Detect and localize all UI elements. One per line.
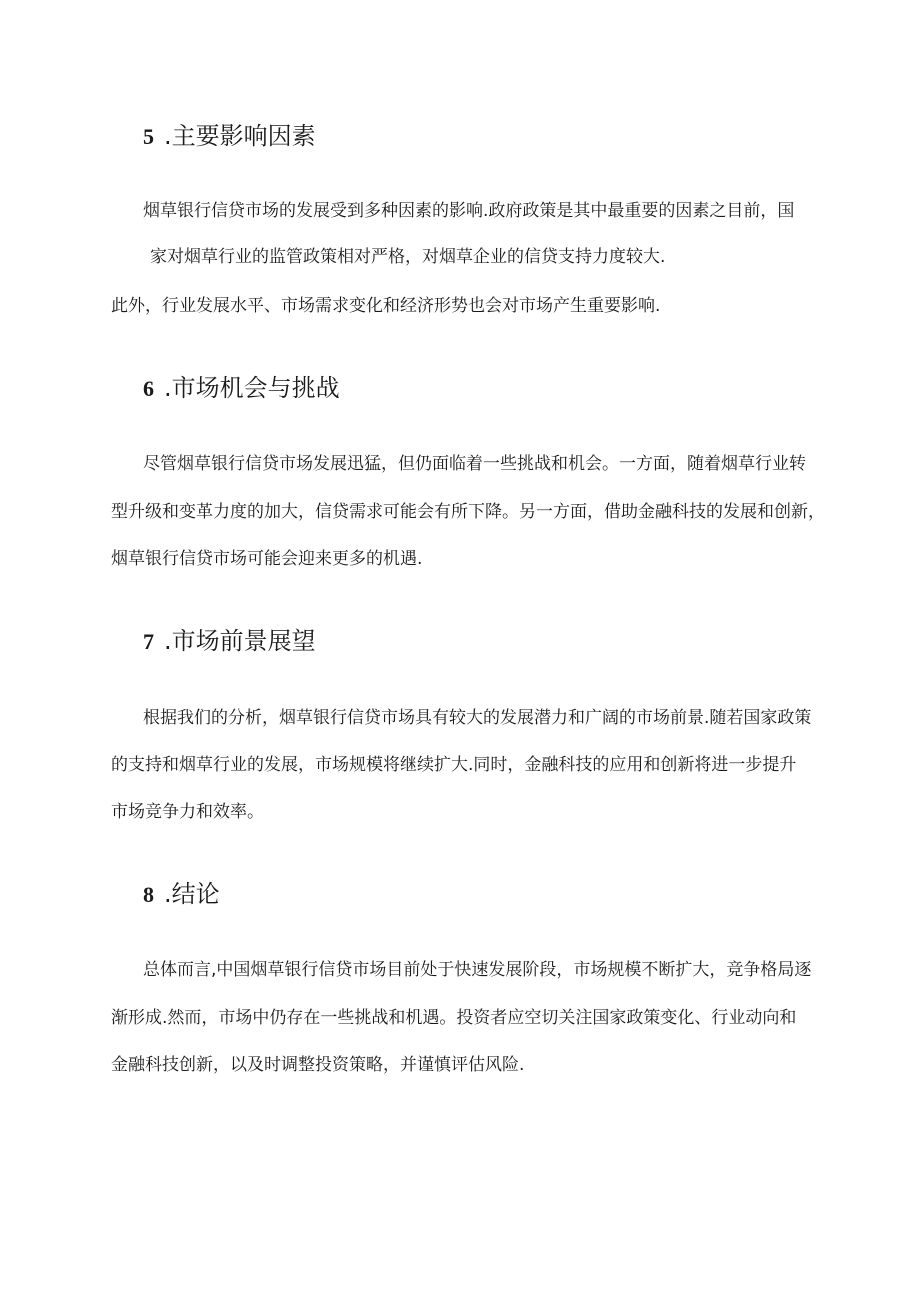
paragraph-line: 此外，行业发展水平、市场需求变化和经济形势也会对市场产生重要影响.	[111, 296, 661, 316]
paragraph-line: 金融科技创新，以及时调整投资策略，并谨慎评估风险.	[111, 1055, 525, 1075]
paragraph-line: 总体而言,中国烟草银行信贷市场目前处于快速发展阶段，市场规模不断扩大，竞争格局逐	[143, 960, 812, 980]
section-number: 6	[143, 376, 154, 401]
section-title: .市场机会与挑战	[164, 374, 340, 402]
section-8-heading	[143, 879, 220, 910]
section-title: .市场前景展望	[164, 627, 316, 655]
section-5-heading	[143, 121, 316, 152]
paragraph-line: 的支持和烟草行业的发展，市场规模将继续扩大.同时，金融科技的应用和创新将进一步提升	[111, 755, 797, 775]
section-7-heading	[143, 626, 316, 657]
paragraph-line: 家对烟草行业的监管政策相对严格，对烟草企业的信贷支持力度较大.	[150, 247, 666, 267]
paragraph-line: 烟草银行信贷市场的发展受到多种因素的影响.政府政策是其中最重要的因素之目前，国	[143, 201, 795, 221]
paragraph-line: 烟草银行信贷市场可能会迎来更多的机遇.	[111, 549, 423, 569]
section-title: .结论	[164, 880, 220, 908]
paragraph-line: 渐形成.然而，市场中仍存在一些挑战和机遇。投资者应空切关注国家政策变化、行业动向和	[111, 1008, 797, 1028]
section-number: 5	[143, 124, 154, 149]
paragraph-line: 根据我们的分析，烟草银行信贷市场具有较大的发展潜力和广阔的市场前景.随若国家政策	[143, 708, 812, 728]
section-number: 7	[143, 629, 154, 654]
paragraph-line: 型升级和变革力度的加大，信贷需求可能会有所下降。另一方面，借助金融科技的发展和创新，	[111, 502, 825, 522]
section-number: 8	[143, 882, 154, 907]
section-title: .主要影响因素	[164, 122, 316, 150]
paragraph-line: 市场竞争力和效率。	[111, 802, 264, 822]
section-6-heading	[143, 373, 340, 404]
paragraph-line: 尽管烟草银行信贷市场发展迅猛，但仍面临着一些挑战和机会。一方面，随着烟草行业转	[143, 454, 806, 474]
